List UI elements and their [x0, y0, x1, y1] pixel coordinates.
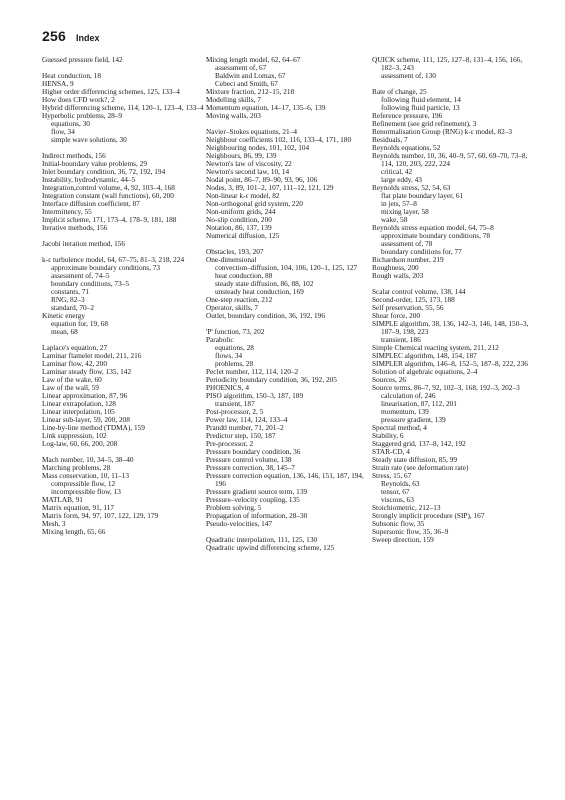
index-subentry: approximate boundary conditions, 78 — [381, 231, 491, 240]
page-number: 256 — [42, 28, 66, 44]
index-subentry: linearisation, 87, 112, 201 — [381, 399, 457, 408]
index-entry: Reynolds number, 10, 36, 40–9, 57, 60, 69–70, 73–8, 114, 120, 203, 222, 224 — [372, 151, 528, 168]
index-entry: Neighbour coefficients 102, 116, 133–4, 171, 180 — [206, 135, 352, 144]
index-entry: Log-law, 60, 66, 200, 208 — [42, 439, 118, 448]
index-subentry: mixing layer, 58 — [381, 207, 429, 216]
index-subentry: flow, 34 — [51, 127, 75, 136]
index-entry: Integration constant (wall functions), 60, 200 — [42, 191, 174, 200]
index-entry: QUICK scheme, 111, 125, 127–8, 131–4, 156, 166, 182–3, 243 — [372, 55, 523, 72]
index-subentry: Reynolds, 63 — [381, 479, 420, 488]
index-entry: Obstacles, 193, 207 — [206, 247, 264, 256]
index-entry: Refinement (see grid refinement), 3 — [372, 119, 477, 128]
index-entry: No-slip condition, 200 — [206, 215, 272, 224]
index-entry: SIMPLEC algorithm, 148, 154, 187 — [372, 351, 477, 360]
index-entry: Mixing length model, 62, 64–67 — [206, 55, 301, 64]
index-subentry: problems, 28 — [215, 359, 254, 368]
index-subentry: following fluid particle, 13 — [381, 103, 460, 112]
index-entry: Mixing length, 65, 66 — [42, 527, 106, 536]
index-entry: Mesh, 3 — [42, 519, 66, 528]
index-entry: Iterative methods, 156 — [42, 223, 108, 232]
index-entry: Linear extrapolation, 128 — [42, 399, 116, 408]
index-entry: Linear sub-layer, 59, 200, 208 — [42, 415, 130, 424]
index-subentry: viscous, 63 — [381, 495, 414, 504]
index-entry: Renormalisation Group (RNG) k-ε model, 82–3 — [372, 127, 513, 136]
index-entry: Kinetic energy — [42, 311, 86, 320]
index-entry: Mixture fraction, 212–15, 218 — [206, 87, 295, 96]
index-entry: Quadratic interpolation, 111, 125, 130 — [206, 535, 318, 544]
index-subentry: in jets, 57–8 — [381, 199, 417, 208]
index-entry: Laplace's equation, 27 — [42, 343, 108, 352]
index-entry: SIMPLER algorithm, 146–8, 152–5, 187–8, 222, 236 — [372, 359, 528, 368]
index-entry: Indirect methods, 156 — [42, 151, 106, 160]
index-entry: Parabolic — [206, 335, 234, 344]
index-entry: Marching problems, 28 — [42, 463, 111, 472]
index-entry: Hybrid differencing scheme, 114, 120–1, 123–4, 133–4 — [42, 103, 204, 112]
index-subentry: compressible flow, 12 — [51, 479, 116, 488]
index-subentry: mean, 68 — [51, 327, 78, 336]
index-entry: Operator, skills, 7 — [206, 303, 258, 312]
index-entry: Outlet, boundary condition, 36, 192, 196 — [206, 311, 325, 320]
index-entry: k-ε turbulence model, 64, 67–75, 81–3, 218, 224 — [42, 255, 185, 264]
page-header — [42, 28, 99, 44]
index-subentry: assessment of, 67 — [215, 63, 267, 72]
index-entry: Mach number, 10, 34–5, 38–40 — [42, 455, 134, 464]
index-entry: Non-linear k-ε model, 82 — [206, 191, 280, 200]
index-subentry: equations, 30 — [51, 119, 90, 128]
index-entry: Scalar control volume, 138, 144 — [372, 287, 466, 296]
index-entry: Stress, 15, 67 — [372, 471, 412, 480]
index-entry: Pressure boundary condition, 36 — [206, 447, 301, 456]
index-entry: Nodal point, 86–7, 89–90, 93, 96, 106 — [206, 175, 318, 184]
index-entry: Linear interpolation, 105 — [42, 407, 115, 416]
index-entry: Modelling skills, 7 — [206, 95, 261, 104]
index-entry: Pressure gradient source term, 139 — [206, 487, 308, 496]
index-entry: One-step reaction, 212 — [206, 295, 273, 304]
index-entry: Sweep direction, 159 — [372, 535, 434, 544]
index-subentry: Cebeci and Smith, 67 — [215, 79, 278, 88]
index-entry: 'P' function, 73, 202 — [206, 327, 265, 336]
index-subentry: following fluid element, 14 — [381, 95, 461, 104]
index-entry: Pressure–velocity coupling, 135 — [206, 495, 300, 504]
index-entry: Predictor step, 150, 187 — [206, 431, 276, 440]
index-entry: Stability, 6 — [372, 431, 404, 440]
index-entry: Source terms, 86–7, 92, 102–3, 168, 192–3, 202–3 — [372, 383, 520, 392]
index-entry: Strongly implicit procedure (SIP), 167 — [372, 511, 485, 520]
index-entry: Laminar steady flow, 135, 142 — [42, 367, 132, 376]
index-entry: Nodes, 3, 89, 101–2, 107, 111–12, 121, 129 — [206, 183, 334, 192]
index-subentry: steady state diffusion, 86, 88, 102 — [215, 279, 314, 288]
index-entry: Inlet boundary condition, 36, 72, 192, 194 — [42, 167, 166, 176]
index-subentry: transient, 187 — [215, 399, 255, 408]
index-entry: Higher order differencing schemes, 125, 133–4 — [42, 87, 180, 96]
index-entry: HENSA, 9 — [42, 79, 74, 88]
index-entry: Reference pressure, 196 — [372, 111, 443, 120]
index-subentry: critical, 42 — [381, 167, 413, 176]
index-entry: Post-processor, 2, 5 — [206, 407, 264, 416]
index-entry: Supersonic flow, 35, 36–9 — [372, 527, 449, 536]
index-subentry: pressure gradient, 139 — [381, 415, 446, 424]
index-entry: Simple Chemical reacting system, 211, 212 — [372, 343, 499, 352]
index-subentry: unsteady heat conduction, 169 — [215, 287, 304, 296]
index-entry: Pre-processor, 2 — [206, 439, 254, 448]
index-entry: Solution of algebraic equations, 2–4 — [372, 367, 478, 376]
index-entry: PHOENICS, 4 — [206, 383, 249, 392]
index-subentry: calculation of, 246 — [381, 391, 436, 400]
index-entry: Momentum equation, 14–17, 135–6, 139 — [206, 103, 326, 112]
index-entry: Non-orthogonal grid system, 220 — [206, 199, 303, 208]
index-subentry: heat conduction, 88 — [215, 271, 273, 280]
index-entry: Mass conservation, 10, 11–13 — [42, 471, 130, 480]
index-entry: Periodicity boundary condition, 36, 192, 205 — [206, 375, 337, 384]
index-entry: Link suppression, 102 — [42, 431, 107, 440]
index-subentry: Baldwin and Lomax, 67 — [215, 71, 286, 80]
index-entry: Navier–Stokes equations, 21–4 — [206, 127, 297, 136]
index-entry: Power law, 114, 124, 133–4 — [206, 415, 288, 424]
index-entry: Laminar flow, 42, 200 — [42, 359, 107, 368]
index-subentry: assessment of, 78 — [381, 239, 433, 248]
index-subentry: large eddy, 43 — [381, 175, 422, 184]
index-entry: Heat conduction, 18 — [42, 71, 101, 80]
index-subentry: flat plate boundary layer, 61 — [381, 191, 464, 200]
index-entry: Numerical diffusion, 125 — [206, 231, 280, 240]
index-entry: SIMPLE algorithm, 38, 136, 142–3, 146, 148, 150–3, 187–9, 198, 223 — [372, 319, 529, 336]
index-entry: Initial-boundary value problems, 29 — [42, 159, 147, 168]
index-entry: STAR-CD, 4 — [372, 447, 410, 456]
index-entry: Reynolds equations, 52 — [372, 143, 441, 152]
index-entry: Neighbours, 86, 99, 139 — [206, 151, 277, 160]
index-subentry: transient, 186 — [381, 335, 421, 344]
index-entry: One-dimensional — [206, 255, 257, 264]
index-entry: Strain rate (see deformation rate) — [372, 463, 469, 472]
index-entry: Laminar flamelet model, 211, 216 — [42, 351, 142, 360]
index-entry: Propagation of information, 28–30 — [206, 511, 308, 520]
index-subentry: incompressible flow, 13 — [51, 487, 121, 496]
index-entry: Rate of change, 25 — [372, 87, 427, 96]
index-subentry: flows, 34 — [215, 351, 243, 360]
index-entry: Spectral method, 4 — [372, 423, 427, 432]
index-subentry: tensor, 67 — [381, 487, 410, 496]
index-entry: Steady state diffusion, 85, 99 — [372, 455, 457, 464]
index-entry: Quadratic upwind differencing scheme, 125 — [206, 543, 335, 552]
index-entry: Newton's law of viscosity, 22 — [206, 159, 292, 168]
index-entry: Reynolds stress equation model, 64, 75–8 — [372, 223, 494, 232]
index-subentry: equation for, 19, 68 — [51, 319, 109, 328]
index-entry: Rough walls, 203 — [372, 271, 424, 280]
index-entry: Law of the wake, 60 — [42, 375, 102, 384]
index-entry: Neighbouring nodes, 101, 102, 104 — [206, 143, 310, 152]
index-subentry: convection–diffusion, 104, 106, 120–1, 125, 127 — [215, 263, 358, 272]
index-entry: Moving walls, 203 — [206, 111, 261, 120]
index-entry: Problem solving, 5 — [206, 503, 262, 512]
index-subentry: wake, 58 — [381, 215, 408, 224]
index-entry: Integration,control volume, 4, 92, 103–4, 168 — [42, 183, 175, 192]
index-subentry: approximate boundary conditions, 73 — [51, 263, 161, 272]
page-title: Index — [75, 33, 100, 43]
index-entry: Non-uniform grids, 244 — [206, 207, 276, 216]
index-entry: Law of the wall, 59 — [42, 383, 99, 392]
index-subentry: boundary conditions for, 77 — [381, 247, 462, 256]
index-entry: Pseudo-velocities, 147 — [206, 519, 273, 528]
index-entry: Self preservation, 55, 56 — [372, 303, 444, 312]
index-entry: How does CFD work?, 2 — [42, 95, 115, 104]
index-entry: Guessed pressure field, 142 — [42, 55, 123, 64]
index-entry: Newton's second law, 10, 14 — [206, 167, 290, 176]
index-subentry: assessment of, 130 — [381, 71, 436, 80]
index-entry: Stoichiometric, 212–13 — [372, 503, 441, 512]
index-entry: Roughness, 200 — [372, 263, 419, 272]
index-entry: Second-order, 125, 173, 188 — [372, 295, 455, 304]
index-entry: Prandtl number, 71, 201–2 — [206, 423, 284, 432]
index-entry: Hyperbolic problems, 28–9 — [42, 111, 123, 120]
index-column-3 — [372, 56, 534, 544]
index-entry: MATLAB, 91 — [42, 495, 83, 504]
index-entry: Intermittency, 55 — [42, 207, 92, 216]
index-entry: Linear approximation, 87, 96 — [42, 391, 128, 400]
index-entry: Notation, 86, 137, 139 — [206, 223, 272, 232]
index-subentry: RNG, 82–3 — [51, 295, 85, 304]
index-entry: Pressure control volume, 138 — [206, 455, 292, 464]
index-entry: Reynolds stress, 52, 54, 63 — [372, 183, 451, 192]
index-entry: Instability, hydrodynamic, 44–5 — [42, 175, 136, 184]
index-entry: Jacobi iteration method, 156 — [42, 239, 126, 248]
index-subentry: simple wave solutions, 30 — [51, 135, 127, 144]
index-entry: Pressure correction, 38, 145–7 — [206, 463, 295, 472]
index-subentry: assessment of, 74–5 — [51, 271, 110, 280]
index-entry: PISO algorithm, 150–3, 187, 189 — [206, 391, 304, 400]
index-entry: Interface diffusion coefficient, 87 — [42, 199, 140, 208]
index-column-2 — [206, 56, 368, 552]
index-subentry: boundary conditions, 73–5 — [51, 279, 130, 288]
index-entry: Peclet number, 112, 114, 120–2 — [206, 367, 299, 376]
index-entry: Matrix equation, 91, 117 — [42, 503, 115, 512]
index-entry: Subsonic flow, 35 — [372, 519, 425, 528]
index-subentry: standard, 70–2 — [51, 303, 94, 312]
index-column-1 — [42, 56, 204, 536]
index-entry: Sources, 26 — [372, 375, 407, 384]
index-subentry: equations, 28 — [215, 343, 254, 352]
index-subentry: constants, 71 — [51, 287, 90, 296]
index-entry: Shear force, 200 — [372, 311, 421, 320]
index-entry: Richardson number, 219 — [372, 255, 444, 264]
index-entry: Implicit scheme, 171, 173–4, 178–9, 181, 188 — [42, 215, 177, 224]
index-entry: Line-by-line method (TDMA), 159 — [42, 423, 145, 432]
index-entry: Residuals, 7 — [372, 135, 408, 144]
index-entry: Pressure correction equation, 136, 146, 151, 187, 194, 196 — [206, 471, 364, 488]
index-entry: Staggered grid, 137–8, 142, 192 — [372, 439, 466, 448]
index-subentry: momentum, 139 — [381, 407, 429, 416]
index-entry: Matrix form, 94, 97, 107, 122, 129, 179 — [42, 511, 159, 520]
